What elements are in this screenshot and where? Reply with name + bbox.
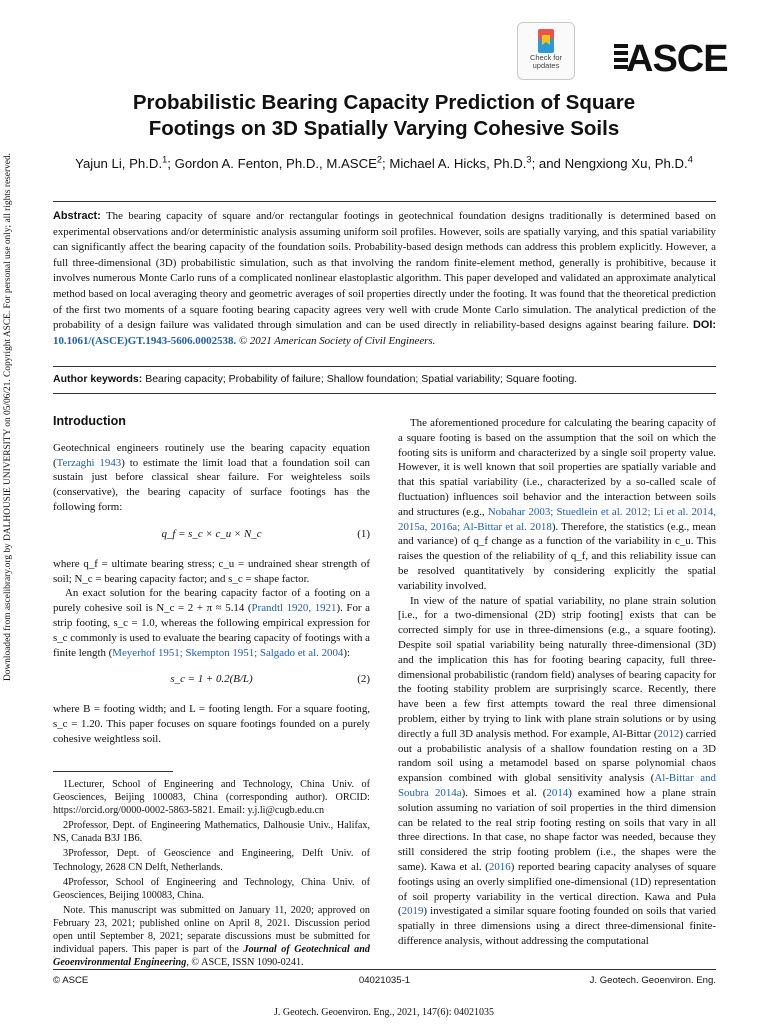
intro-paragraph-1 [53, 441, 370, 515]
text-span: In view of the nature of spatial variability, no plane strain solution [i.e., for a two-dimensional (2D) strip footing] exists that can be corrected simply for use in three-dimensions (e.g., a square footing). Despite soil spatial variability being naturally three-dimensional (3D) and the implication this has for footing bearing capacity, full three-dimensional probabilistic (random field) analyses of bearing capacity for the footing stability problem are surprisingly scarce. Recently, there have been a few first attempts toward the real three dimensional problem, either by trying to link with plane strain solutions or by using directly a full 3D analysis method. For example, Al-Bittar ( [398, 594, 716, 740]
author-name: Nengxiong Xu, Ph.D. [564, 156, 688, 171]
right-column [398, 416, 716, 949]
text-span: ) to estimate the limit load that a foundation soil can sustain just before classical shear failure. For weighteless soils (conservative), the bearing capacity of surface footings has the following form: [53, 456, 370, 513]
ref-link[interactable]: 2014 [546, 786, 569, 799]
ref-link[interactable]: Terzaghi 1943 [56, 456, 122, 469]
copyright-text: © 2021 American Society of Civil Engineers. [238, 334, 436, 347]
ref-link[interactable]: 2019 [401, 905, 424, 918]
author-list [50, 156, 718, 171]
author-name: Yajun Li, Ph.D. [75, 156, 163, 171]
section-heading-introduction: Introduction [53, 414, 126, 428]
download-notice: Downloaded from ascelibrary.org by DALHOUSIE UNIVERSITY on 05/06/21. Copyright ASCE. For personal use only; all rights reserved. [3, 153, 13, 681]
equation-2-number: (2) [357, 673, 370, 686]
crossmark-icon [536, 29, 556, 53]
footnotes [53, 771, 370, 971]
footer-page-id: 04021035-1 [358, 975, 411, 986]
text-span: Note. This manuscript was submitted on January 11, 2020; approved on February 23, 2021; published online on April 8, 2021. Discussion period open until September 8, 2021; separate discussions must be submitted for individual papers. This paper is part of the [53, 904, 370, 956]
abstract [53, 209, 716, 349]
footer-rule [53, 969, 716, 970]
equation-2 [53, 672, 370, 690]
author-keywords [53, 373, 716, 385]
footnote-rule [53, 771, 173, 772]
text-span: ) reported bearing capacity analyses of square footings using an overly simplified one-dimensional (1D) representation of soil property variability in the vertical direction. Kawa and Puła ( [398, 860, 716, 918]
title-line-2: Footings on 3D Spatially Varying Cohesive Soils [148, 117, 620, 140]
abstract-top-rule [53, 201, 716, 202]
text-span: An exact solution for the bearing capacity factor of a footing on a purely cohesive soil is N_c = 2 + π ≈ 5.14 ( [53, 587, 370, 615]
ref-link[interactable]: 2012 [657, 727, 680, 740]
text-span: Geotechnical engineers routinely use the bearing capacity equation ( [53, 441, 370, 469]
text-span: ) investigated a similar square footing founded on soils that varied spatially in three dimensions using a direct three-dimensional finite-difference analysis, without addressing the computational [398, 905, 716, 947]
badge-line1: Check for [529, 53, 563, 62]
journal-name: Journal of Geotechnical and Geoenvironmental Engineering [53, 944, 370, 969]
author-name: Gordon A. Fenton, Ph.D., M.ASCE [174, 156, 377, 171]
equation-1-body: q_f = s_c × c_u × N_c [161, 527, 262, 540]
text-span: ) carried out a probabilistic analysis of a shallow foundation resting on a 3D random soil using a metamodel based on sparse polynomial chaos expansion combined with global sensitivity analysis ( [398, 727, 717, 785]
doi-label: DOI: [693, 319, 716, 332]
footnote-3: 3Professor, Dept. of Geoscience and Engineering, Delft Univ. of Technology, 2628 CN Delft, Netherlands. [53, 848, 370, 873]
author-separator: ; [382, 156, 390, 171]
intro-paragraph-2: where q_f = ultimate bearing stress; c_u = undrained shear strength of soil; N_c = bearing capacity factor; and s_c = shape factor. [53, 557, 370, 585]
ref-link[interactable]: Prandtl 1920, 1921 [251, 602, 337, 615]
abstract-text: The bearing capacity of square and/or rectangular footings in geotechnical foundation designs traditionally is determined based on experimental observations and/or deterministic analysis assuming uniform soil profiles. However, soils are spatially varying, and this spatial variability can significantly affect the bearing capacity of the foundation soils. Probability-based design methods can address this problem explicitly. However, a full three-dimensional (3D) probabilistic simulation, such as that involving the random finite-element method, generally is prohibitive, because it involves numerous Monte Carlo runs of a complicated nonlinear elastoplastic algorithm. This paper developed and validated an approximate analytical method based on local averaging theory and geometric averages of soil properties directly under the footing. It was found that the theoretical prediction of the first two moments of a square footing bearing capacity agrees very well with crude Monte Carlo simulation. The analytical prediction of the probability of a design failure was validated through simulation and can be used directly in reliability-based designs against bearing failure. [53, 210, 716, 332]
text-span: ). For a strip footing, s_c = 1.0, whereas the following empirical expression for s_c commonly is used to evaluate the bearing capacity of footings with a finite length ( [53, 602, 370, 659]
equation-2-body: s_c = 1 + 0.2(B/L) [170, 673, 253, 686]
intro-paragraph-4: where B = footing width; and L = footing length. For a square footing, s_c = 1.20. This paper focuses on square footings founded on a purely cohesive weightless soil. [53, 703, 370, 745]
text-span: The aforementioned procedure for calculating the bearing capacity of a square footing is based on the assumption that the soil on which the footing sits is uniform and characterized by a single soil property value. However, it is well known that soil properties are spatially variable and that this spatial variability (i.e., characterized by a so-called scale of fluctuation) influences soil behavior and the interaction between soils and structures (e.g., [398, 417, 716, 518]
text-span: ). Therefore, the statistics (e.g., mean and variance) of q_f change as a function of the variability in c_u. This raises the question of the reliability of q_f, and this reliability issue can be resolved quantitatively by considering explicitly the spatial variability involved. [398, 520, 716, 592]
text-span: ). Simoes et al. ( [461, 786, 547, 799]
footnote-4: 4Professor, School of Engineering and Technology, China Univ. of Geosciences, Beijing 100083, China. [53, 876, 370, 901]
ref-link[interactable]: Nobahar 2003; Stuedlein et al. 2012; Li et al. 2014, 2015a, 2016a; Al-Bittar et al. 2018 [398, 505, 716, 533]
footnote-1: 1Lecturer, School of Engineering and Technology, China Univ. of Geosciences, Beijing 100083, China (corresponding author). ORCID: https://orcid.org/0000-0002-5863-5821. Email: y.j.li@cugb.edu.cn [53, 779, 370, 817]
text-span: , © ASCE, ISSN 1090-0241. [186, 957, 304, 969]
ref-link[interactable]: Meyerhof 1951; Skempton 1951; Salgado et al. 2004 [112, 646, 344, 659]
keywords-text: Bearing capacity; Probability of failure; Shallow foundation; Spatial variability; Square footing. [145, 373, 578, 385]
asce-logo [614, 38, 728, 80]
ref-link[interactable]: 2016 [488, 860, 511, 873]
citation-line: J. Geotech. Geoenviron. Eng., 2021, 147(6): 04021035 [274, 1007, 494, 1018]
equation-1-number: (1) [357, 527, 370, 540]
equation-1 [53, 527, 370, 545]
text-span: ): [343, 646, 351, 659]
paper-title [60, 90, 708, 142]
keywords-bottom-rule [53, 393, 716, 394]
check-for-updates-badge[interactable] [517, 22, 575, 80]
intro-paragraph-3 [53, 586, 370, 660]
keywords-top-rule [53, 366, 716, 367]
manuscript-note [53, 904, 370, 969]
doi-link[interactable]: 10.1061/(ASCE)GT.1943-5606.0002538. [53, 334, 237, 347]
footer-journal: J. Geotech. Geoenviron. Eng. [589, 975, 716, 986]
footer-copyright: © ASCE [53, 975, 89, 986]
abstract-label: Abstract: [53, 210, 101, 222]
keywords-label: Author keywords: [53, 373, 143, 385]
title-line-1: Probabilistic Bearing Capacity Prediction of Square [132, 91, 636, 114]
text-span: ) examined how a plane strain solution assuming no variation of soil properties in the third dimension can be related to the real strip footing resting on soils that vary in all three directions. In that case, no shape factor was needed, because they still considered the strip footing problem (i.e., the shapes were the same). Kawa et al. ( [398, 786, 716, 873]
author-affiliation-mark: 2 [376, 154, 383, 165]
logo-wordmark: ASCE [626, 38, 728, 80]
author-separator: ; and [531, 156, 565, 171]
badge-line2: updates [532, 61, 560, 70]
ref-link[interactable]: Al-Bittar and Soubra 2014a [398, 772, 716, 799]
right-paragraph-1 [398, 416, 716, 594]
author-affiliation-mark: 3 [526, 154, 532, 165]
author-affiliation-mark: 1 [162, 154, 168, 165]
footnote-2: 2Professor, Dept. of Engineering Mathematics, Dalhousie Univ., Halifax, NS, Canada B3J 1B6. [53, 820, 370, 845]
author-name: Michael A. Hicks, Ph.D. [389, 156, 527, 171]
right-paragraph-2 [398, 594, 716, 949]
author-affiliation-mark: 4 [687, 154, 693, 165]
author-separator: ; [167, 156, 175, 171]
left-column [53, 414, 370, 747]
page-footer [53, 975, 716, 989]
